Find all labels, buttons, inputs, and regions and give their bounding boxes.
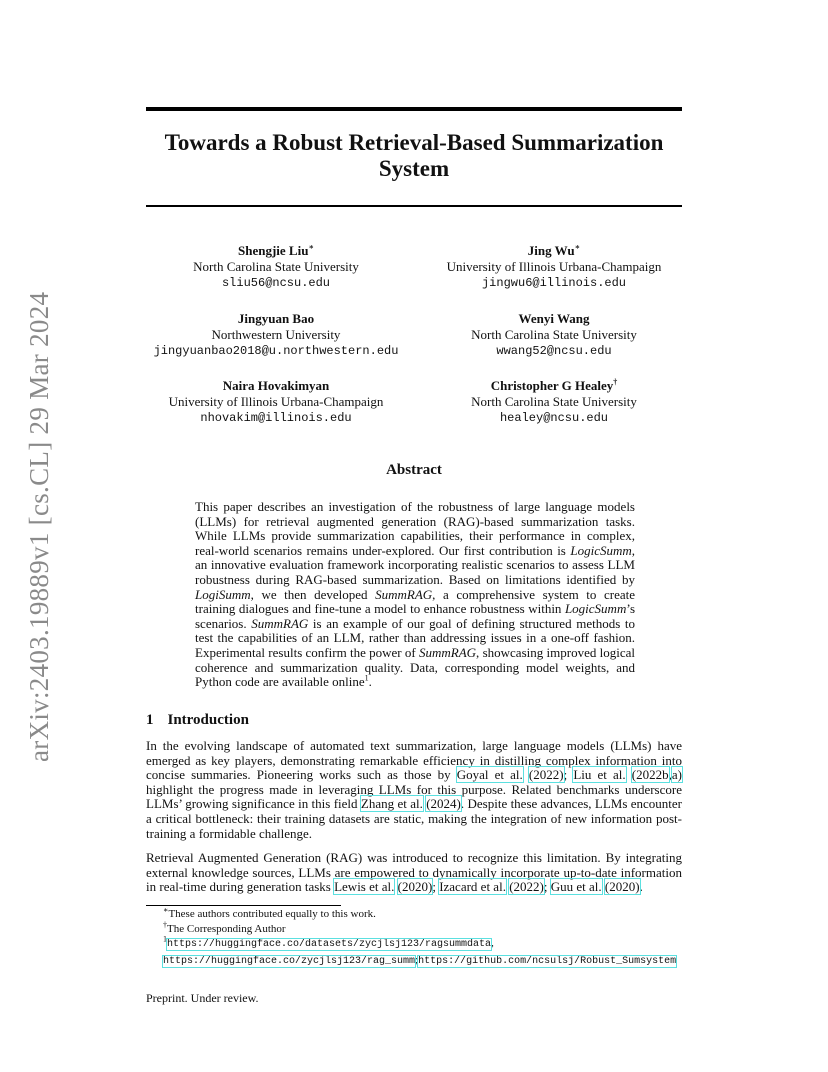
author-block [400,243,708,291]
section-number: 1 [146,712,154,728]
author-affiliation: North Carolina State University [471,394,637,409]
citation-link[interactable]: Goyal et al. [456,767,523,783]
citation-link[interactable]: (2020) [397,879,433,895]
footnotes [146,907,684,969]
footnote-links: $^1$https://huggingface.co/datasets/zycjlsj123/ragsummdata, https://huggingface.co/zycjlsj123/rag_summ;https://github.com/ncsulsj/Robust_Sumsystem [163,934,677,967]
author-email: nhovakim@illinois.edu [200,411,352,425]
author-affiliation: North Carolina State University [471,327,637,342]
citation-link[interactable]: (2022) [528,767,564,783]
citation-link[interactable]: Zhang et al. [360,796,423,812]
author-email: healey@ncsu.edu [499,411,609,425]
author-affiliation: University of Illinois Urbana-Champaign [168,394,384,409]
footnote-rule [146,905,341,906]
citation-link[interactable]: Liu et al. [573,767,626,783]
citation-link[interactable]: a) [671,767,682,783]
author-name: Naira Hovakimyan [222,378,330,393]
section-title: Introduction [167,712,249,728]
citation-link[interactable]: (2020) [604,879,640,895]
author-email: jingyuanbao2018@u.northwestern.edu [153,344,399,358]
intro-paragraph: In the evolving landscape of automated text summarization, large language models (LLMs) have emerged as key players, demonstrating remarkable efficiency in distilling complex information into concise summaries. Pioneering works such as those by Goyal et al. (2022); Liu et al. (2022b,a) highlight the progress made in leveraging LLMs for this purpose. Related benchmarks underscore LLMs’ growing significance in this field Zhang et al. (2024). Despite these advances, LLMs encounter a critical bottleneck: their training datasets are static, making the integration of new information post-training a formidable challenge. [146,738,683,841]
footnote-equal-contribution: ∗These authors contributed equally to this work. [163,905,376,920]
abstract-heading: Abstract [386,462,442,478]
author-affiliation: North Carolina State University [193,259,359,274]
author-name: Shengjie Liu∗ [238,242,314,258]
dataset-link[interactable]: https://huggingface.co/datasets/zycjlsj123/ragsummdata [167,939,492,950]
abstract-text: This paper describes an investigation of the robustness of large language models (LLMs) for retrieval augmented generation (RAG)-based summarization tasks. While LLMs provide summarization capabilities, their performance in complex, real-world scenarios remains under-explored. Our first contribution is LogicSumm, an innovative evaluation framework incorporating realistic scenarios to assess LLM robustness during RAG-based summarization. Based on limitations identified by LogiSumm, we then developed SummRAG, a comprehensive system to create training dialogues and fine-tune a model to enhance robustness within LogicSumm’s scenarios. SummRAG is an example of our goal of defining structured methods to test the capabilities of an LLM, rather than addressing issues in a one-off fashion. Experimental results confirm the power of SummRAG, showcasing improved logical coherence and summarization quality. Data, corresponding model weights, and Python code are available online$^1$. [195,499,635,690]
paper-title: Towards a Robust Retrieval-Based Summarization System [164,130,664,181]
model-weights-link[interactable]: https://huggingface.co/zycjlsj123/rag_summ [163,955,416,967]
arxiv-identifier-stamp: arXiv:2403.19889v1 [cs.CL] 29 Mar 2024 [24,291,54,762]
preprint-note: Preprint. Under review. [146,991,259,1005]
author-block [153,311,399,359]
author-block [400,311,708,359]
citation-link[interactable]: Izacard et al. [439,879,506,895]
citation-link[interactable]: (2022b [631,767,669,783]
author-name: Christopher G Healey† [490,377,618,393]
author-name: Jing Wu∗ [527,242,581,258]
author-email: wwang52@ncsu.edu [496,344,612,358]
title-bottom-rule [146,205,682,207]
author-name: Wenyi Wang [518,311,590,326]
author-block [170,378,382,426]
author-email: sliu56@ncsu.edu [221,276,331,290]
footnote-ref[interactable]: 1 [364,673,369,683]
citation-link[interactable]: Guu et al. [550,879,602,895]
footnote-corresponding-author: †The Corresponding Author [163,919,286,935]
github-code-link[interactable]: https://github.com/ncsulsj/Robust_Sumsystem [418,955,677,967]
author-affiliation: Northwestern University [211,327,341,342]
author-block [400,378,708,426]
section-heading [146,712,249,729]
author-affiliation: University of Illinois Urbana-Champaign [446,259,662,274]
title-top-rule [146,107,682,111]
author-block [170,243,382,291]
citation-link[interactable]: (2024) [426,796,461,812]
intro-paragraph: Retrieval Augmented Generation (RAG) was introduced to recognize this limitation. By integrating external knowledge sources, LLMs are empowered to dynamically incorporate up-to-date information in real-time during generation tasks Lewis et al. (2020); Izacard et al. (2022); Guu et al. (2020). [146,850,682,895]
citation-link[interactable]: Lewis et al. [334,879,395,895]
author-name: Jingyuan Bao [237,311,315,326]
author-email: jingwu6@illinois.edu [481,276,627,290]
citation-link[interactable]: (2022) [509,879,544,895]
